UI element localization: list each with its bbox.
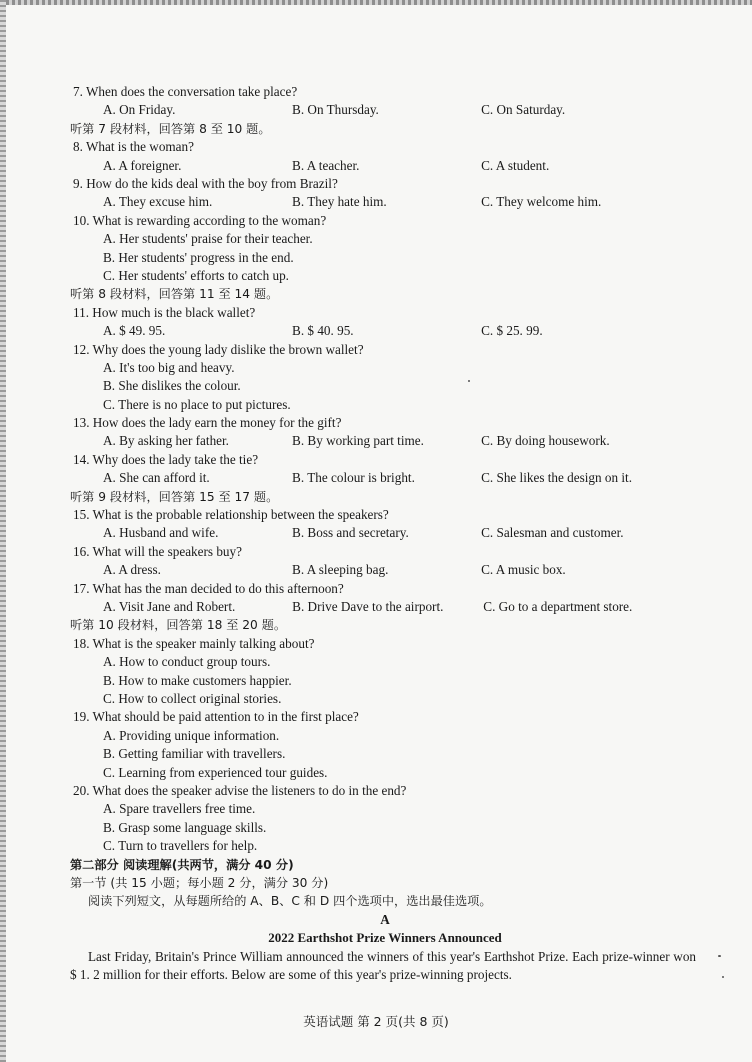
option-c: C. Go to a department store. xyxy=(483,599,633,615)
option-b: B. How to make customers happier. xyxy=(103,672,292,688)
question-8: 8. What is the woman? xyxy=(73,139,194,155)
option-b: B. Grasp some language skills. xyxy=(103,819,267,835)
option-b: B. They hate him. xyxy=(292,194,387,210)
passage-letter: A xyxy=(380,911,390,927)
page-footer: 英语试题 第 2 页(共 8 页) xyxy=(303,1014,449,1029)
option-b: B. Getting familiar with travellers. xyxy=(103,746,286,762)
option-a: A. Spare travellers free time. xyxy=(103,801,256,817)
option-a: A. Visit Jane and Robert. xyxy=(103,599,236,615)
scan-edge-left xyxy=(0,0,6,1062)
option-b: B. A sleeping bag. xyxy=(292,562,389,578)
question-14: 14. Why does the lady take the tie? xyxy=(73,451,259,467)
question-20: 20. What does the speaker advise the listeners to do in the end? xyxy=(73,782,407,798)
question-16-options xyxy=(70,561,700,579)
question-8-options xyxy=(70,157,700,175)
option-c: C. How to collect original stories. xyxy=(103,691,282,707)
section-heading-8: 听第 8 段材料，回答第 11 至 14 题。 xyxy=(70,287,279,302)
option-c: C. Her students' efforts to catch up. xyxy=(103,267,289,283)
option-a: A. On Friday. xyxy=(103,102,176,118)
question-15-options xyxy=(70,524,700,542)
option-c: C. Learning from experienced tour guides. xyxy=(103,764,328,780)
option-c: C. $ 25. 99. xyxy=(481,323,543,339)
option-a: A. Her students' praise for their teacher. xyxy=(103,231,313,247)
option-a: A. She can afford it. xyxy=(103,470,210,486)
section-heading-7: 听第 7 段材料，回答第 8 至 10 题。 xyxy=(70,121,271,136)
option-b: B. On Thursday. xyxy=(292,102,379,118)
part-two-section-one: 第一节 (共 15 小题；每小题 2 分，满分 30 分) xyxy=(70,875,329,890)
question-13: 13. How does the lady earn the money for the gift? xyxy=(73,415,342,431)
option-c: C. She likes the design on it. xyxy=(481,470,633,486)
option-b: B. A teacher. xyxy=(292,157,360,173)
question-11: 11. How much is the black wallet? xyxy=(73,304,256,320)
option-b: B. $ 40. 95. xyxy=(292,323,354,339)
question-7: 7. When does the conversation take place? xyxy=(73,84,298,99)
option-c: C. On Saturday. xyxy=(481,102,566,118)
reading-instruction: 阅读下列短文，从每题所给的 A、B、C 和 D 四个选项中，选出最佳选项。 xyxy=(88,894,492,909)
option-b: B. Her students' progress in the end. xyxy=(103,249,294,265)
question-10: 10. What is rewarding according to the woman? xyxy=(73,212,327,228)
question-11-options xyxy=(70,322,700,340)
option-c: C. By doing housework. xyxy=(481,433,610,449)
question-17: 17. What has the man decided to do this afternoon? xyxy=(73,580,344,596)
option-b: B. The colour is bright. xyxy=(292,470,415,486)
question-15: 15. What is the probable relationship between the speakers? xyxy=(73,507,389,523)
option-c: C. Turn to travellers for help. xyxy=(103,838,258,854)
scan-speck xyxy=(718,955,721,957)
question-17-options xyxy=(70,598,700,616)
option-b: B. By working part time. xyxy=(292,433,424,449)
part-two-heading: 第二部分 阅读理解(共两节，满分 40 分) xyxy=(70,857,294,872)
option-a: A. A dress. xyxy=(103,562,161,578)
question-9-options xyxy=(70,193,700,211)
option-c: C. A student. xyxy=(481,157,550,173)
section-heading-9: 听第 9 段材料，回答第 15 至 17 题。 xyxy=(70,489,279,504)
option-a: A. Providing unique information. xyxy=(103,727,280,743)
option-b: B. She dislikes the colour. xyxy=(103,378,241,394)
question-16: 16. What will the speakers buy? xyxy=(73,543,242,559)
scan-speck xyxy=(722,976,724,978)
passage-title: 2022 Earthshot Prize Winners Announced xyxy=(268,930,502,946)
question-19: 19. What should be paid attention to in the first place? xyxy=(73,709,359,725)
option-c: C. There is no place to put pictures. xyxy=(103,396,291,412)
option-a: A. $ 49. 95. xyxy=(103,323,166,339)
scan-edge-top xyxy=(0,0,752,5)
option-c: C. They welcome him. xyxy=(481,194,602,210)
option-a: A. They excuse him. xyxy=(103,194,213,210)
section-heading-10: 听第 10 段材料，回答第 18 至 20 题。 xyxy=(70,618,287,633)
option-b: B. Drive Dave to the airport. xyxy=(292,599,444,615)
option-a: A. It's too big and heavy. xyxy=(103,359,235,375)
passage-body: Last Friday, Britain's Prince William announced the winners of this year's Earthshot Prize. Each prize-winner won $ 1. 2 million for their efforts. Below are some of this year's prize-winning projects. xyxy=(70,948,696,982)
option-a: A. How to conduct group tours. xyxy=(103,654,271,670)
option-c: C. A music box. xyxy=(481,562,566,578)
question-9: 9. How do the kids deal with the boy from Brazil? xyxy=(73,175,338,191)
option-a: A. A foreigner. xyxy=(103,157,182,173)
option-c: C. Salesman and customer. xyxy=(481,525,624,541)
question-7-options xyxy=(70,101,700,119)
option-b: B. Boss and secretary. xyxy=(292,525,409,541)
question-12: 12. Why does the young lady dislike the brown wallet? xyxy=(73,341,364,357)
question-13-options xyxy=(70,432,700,450)
option-a: A. Husband and wife. xyxy=(103,525,219,541)
scan-speck xyxy=(468,380,470,382)
question-14-options xyxy=(70,469,700,487)
question-18: 18. What is the speaker mainly talking about? xyxy=(73,635,315,651)
option-a: A. By asking her father. xyxy=(103,433,229,449)
page-content xyxy=(70,83,700,984)
